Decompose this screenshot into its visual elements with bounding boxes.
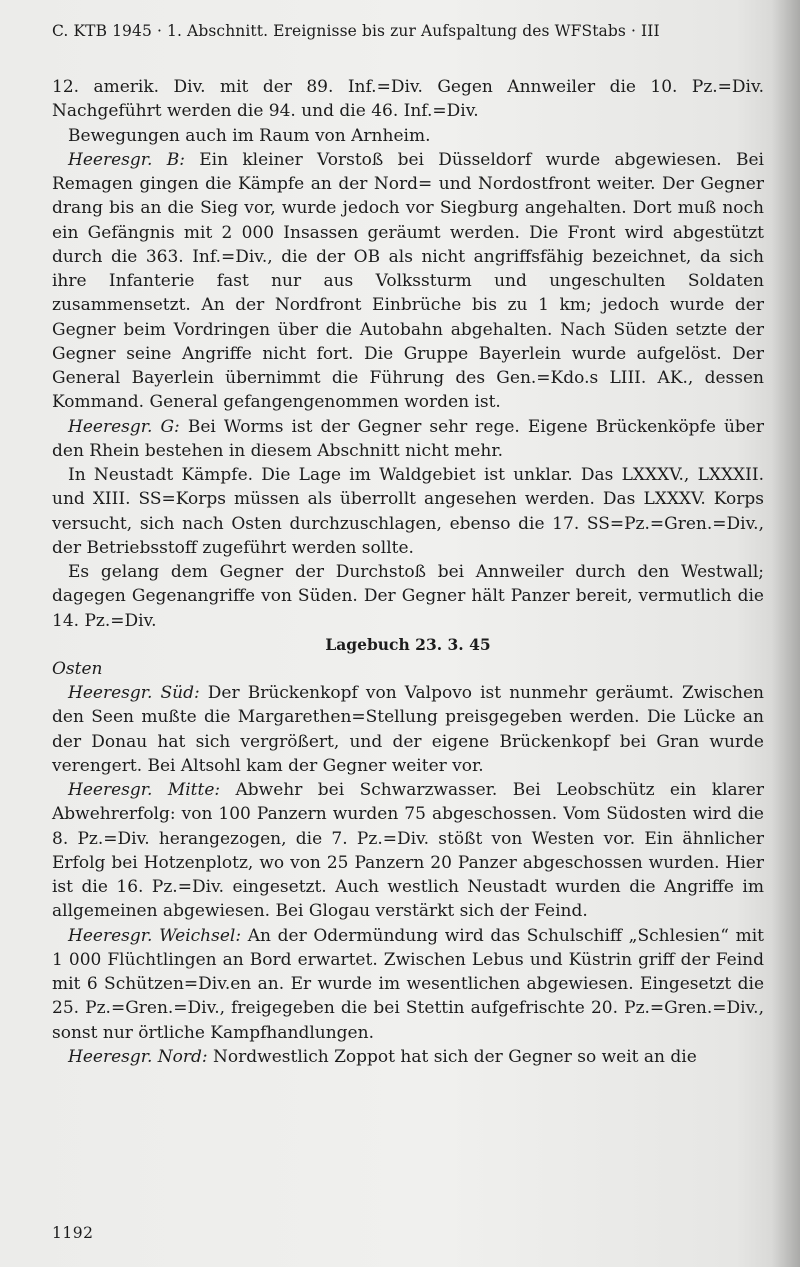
army-group-label: Heeresgr. Nord: [68, 1046, 208, 1067]
running-head: C. KTB 1945 · 1. Abschnitt. Ereignisse bis zur Aufspaltung des WFStabs · III [52, 22, 660, 40]
region-label: Osten [52, 658, 103, 679]
paragraph-text: In Neustadt Kämpfe. Die Lage im Waldgebiet ist unklar. Das LXXXV., LXXXII. und XIII. SS=Korps müssen als überrollt angesehen werden. Das LXXXV. Korps versucht, sich nach Osten durchzuschlagen, ebenso die 17. SS=Pz.=Gren.=Div., der Betriebsstoff zugeführt werden sollte. [52, 465, 764, 558]
paragraph-text: Bewegungen auch im Raum von Arnheim. [68, 125, 431, 146]
army-group-label: Heeresgr. Weichsel: [68, 925, 242, 946]
paragraph [52, 1045, 764, 1069]
paragraph-text: Der Brückenkopf von Valpovo ist nunmehr geräumt. Zwischen den Seen mußte die Margarethen=Stellung preisgegeben werden. Die Lücke an der Donau hat sich vergrößert, und der eigene Brückenkopf bei Gran wurde verengert. Bei Altsohl kam der Gegner weiter vor. [52, 683, 764, 776]
paragraph-text: Bei Worms ist der Gegner sehr rege. Eigene Brückenköpfe über den Rhein bestehen in diesem Abschnitt nicht mehr. [52, 416, 764, 461]
paragraph [52, 778, 764, 924]
binding-shadow [772, 0, 800, 1267]
army-group-label: Heeresgr. Mitte: [68, 780, 221, 800]
paragraph-text: 12. amerik. Div. mit der 89. Inf.=Div. Gegen Annweiler die 10. Pz.=Div. Nachgeführt werden die 94. und die 46. Inf.=Div. [52, 77, 764, 122]
paragraph-text: Ein kleiner Vorstoß bei Düsseldorf wurde abgewiesen. Bei Remagen gingen die Kämpfe an der Nord= und Nordostfront weiter. Der Gegner drang bis an die Sieg vor, wurde jedoch vor Siegburg angehalten. Dort muß noch ein Gefängnis mit 2 000 Insassen geräumt werden. Die Front wird abgestützt durch die 363. Inf.=Div., die der OB als nicht angriffsfähig bezeichnet, da sich ihre Infanterie fast nur aus Volkssturm und ungeschulten Soldaten zusammensetzt. An der Nordfront Einbrüche bis zu 1 km; jedoch wurde der Gegner beim Vordringen über die Autobahn abgehalten. Nach Süden setzte der Gegner seine Angriffe nicht fort. Die Gruppe Bayerlein wurde aufgelöst. Der General Bayerlein übernimmt die Führung des Gen.=Kdo.s LIII. AK., dessen Kommand. General gefangengenommen worden ist. [52, 149, 764, 413]
section-heading: Lagebuch 23. 3. 45 [325, 634, 491, 654]
army-group-label: Heeresgr. Süd: [68, 683, 200, 703]
page-body [52, 75, 764, 1069]
paragraph [52, 560, 764, 633]
paragraph [52, 124, 764, 148]
paragraph [52, 924, 764, 1045]
paragraph-text: Abwehr bei Schwarzwasser. Bei Leobschütz ein klarer Abwehrerfolg: von 100 Panzern wurden 75 abgeschossen. Vom Südosten wird die 8. Pz.=Div. herangezogen, die 7. Pz.=Div. stößt von Westen vor. Ein ähnlicher Erfolg bei Hotzenplotz, wo von 25 Panzern 20 Panzer abgeschossen wurden. Hier ist die 16. Pz.=Div. eingesetzt. Auch westlich Neustadt wurden die Angriffe im allgemeinen abgewiesen. Bei Glogau verstärkt sich der Feind. [52, 780, 764, 922]
paragraph-text: Es gelang dem Gegner der Durchstoß bei Annweiler durch den Westwall; dagegen Gegenangriffe von Süden. Der Gegner hält Panzer bereit, vermutlich die 14. Pz.=Div. [52, 562, 764, 631]
paragraph [52, 415, 764, 464]
paragraph [52, 681, 764, 778]
paragraph-text: An der Odermündung wird das Schulschiff „Schlesien“ mit 1 000 Flüchtlingen an Bord erwartet. Zwischen Lebus und Küstrin griff der Feind mit 6 Schützen=Div.en an. Er wurde im wesentlichen abgewiesen. Eingesetzt die 25. Pz.=Gren.=Div., freigegeben die bei Stettin aufgefrischte 20. Pz.=Gren.=Div., sonst nur örtliche Kampfhandlungen. [52, 925, 764, 1043]
paragraph-text: Nordwestlich Zoppot hat sich der Gegner so weit an die [207, 1046, 697, 1067]
paragraph [52, 463, 764, 560]
page-number: 1192 [52, 1224, 94, 1242]
army-group-label: Heeresgr. B: [68, 149, 185, 170]
paragraph [52, 75, 764, 124]
army-group-label: Heeresgr. G: [68, 416, 180, 437]
paragraph [52, 148, 764, 415]
